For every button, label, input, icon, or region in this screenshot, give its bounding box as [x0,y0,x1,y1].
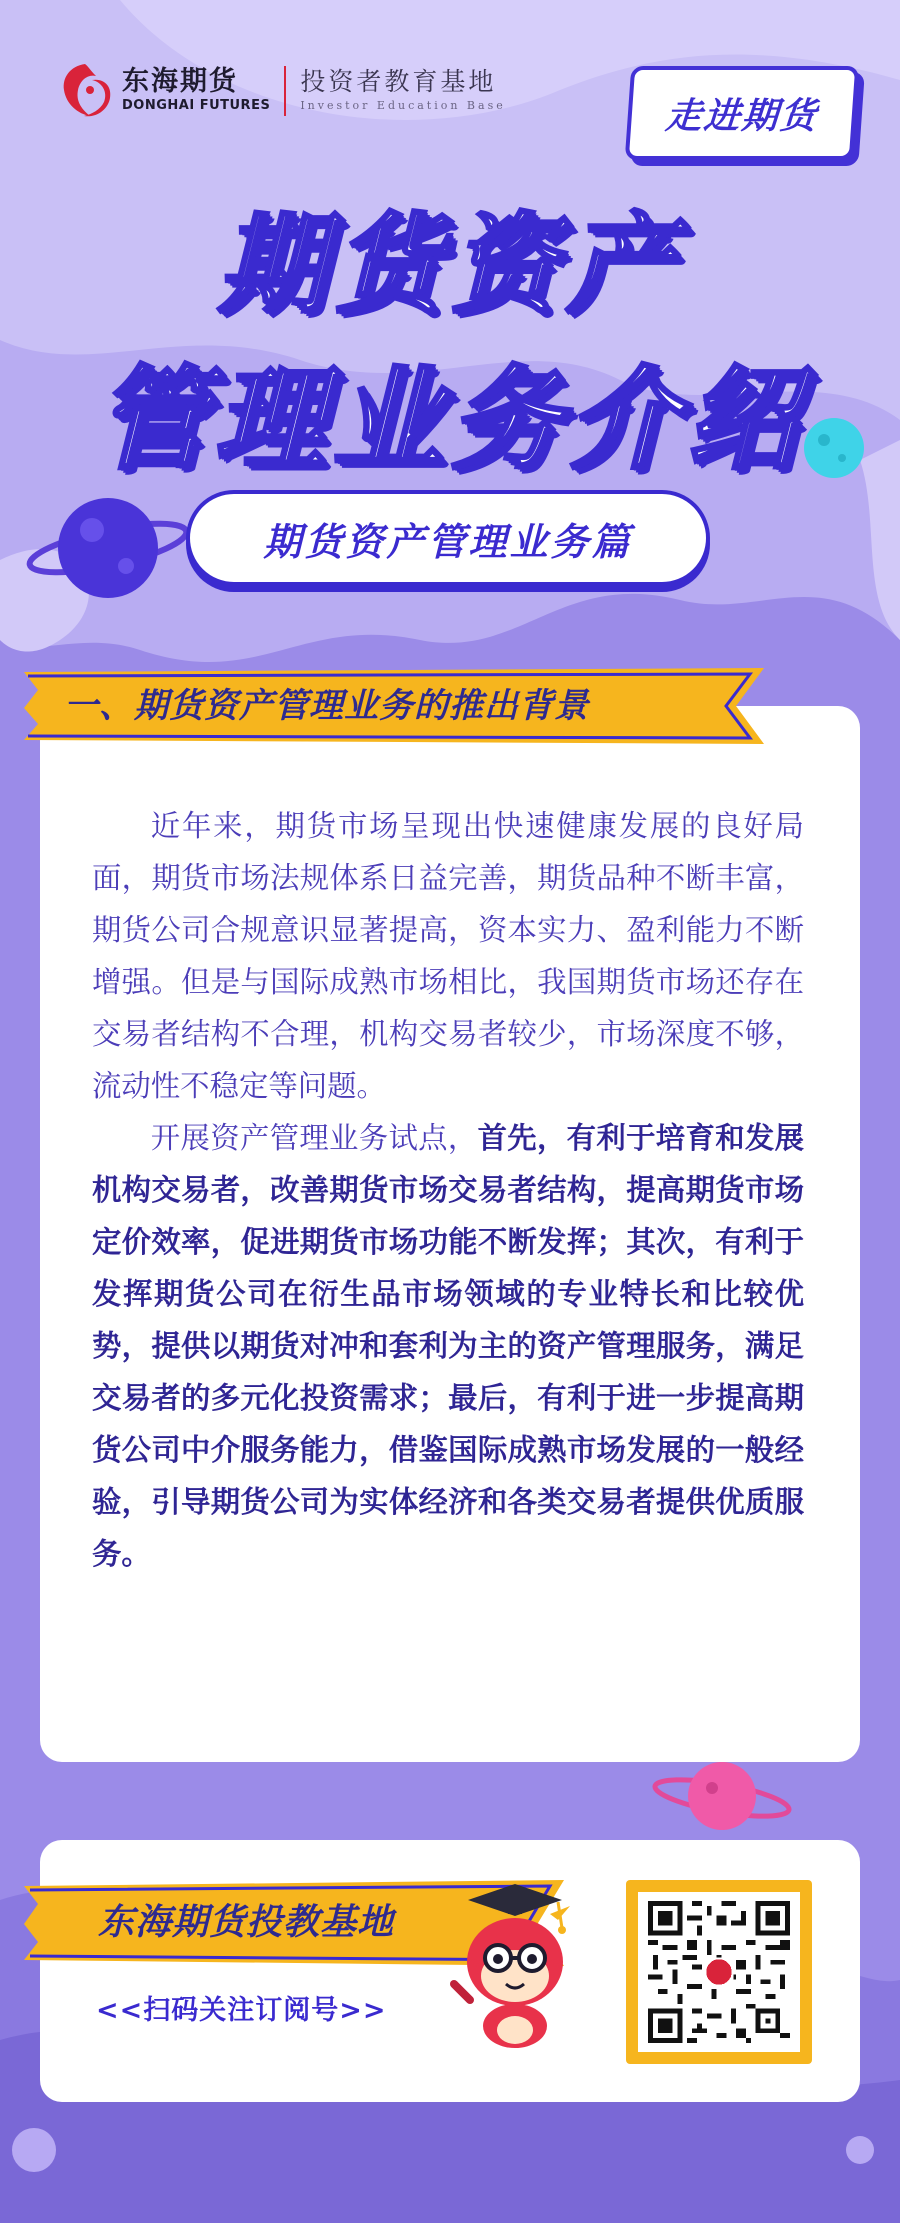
paragraph-benefits [92,1112,804,1580]
base-name-en: Investor Education Base [300,99,506,112]
subtitle-pill [186,490,710,586]
brand-logo [56,60,506,122]
paragraph-background: 近年来，期货市场呈现出快速健康发展的良好局面，期货市场法规体系日益完善，期货品种不断丰富，期货公司合规意识显著提高，资本实力、盈利能力不断增强。但是与国际成熟市场相比，我国期货市场还存在交易者结构不合理，机构交易者较少，市场深度不够，流动性不稳定等问题。 [92,809,804,1103]
section-heading-banner [24,668,764,744]
page-title-line2: 管理业务介绍 [96,355,804,485]
paragraph-benefits-lead: 开展资产管理业务试点， [150,1121,478,1155]
mascot-icon [450,1880,580,2050]
qr-code-icon [648,1901,790,2043]
dragon-logo-icon [56,60,114,122]
base-name-cn: 投资者教育基地 [300,67,497,96]
subscribe-prompt: <<扫码关注订阅号>> [96,1995,387,2026]
intro-badge-label: 走进期货 [664,95,820,137]
section-heading: 一、期货资产管理业务的推出背景 [64,686,589,726]
paragraph-benefits-bold: 首先，有利于培育和发展机构交易者，改善期货市场交易者结构，提高期货市场定价效率，促进期货市场功能不断发挥；其次，有利于发挥期货公司在衍生品市场领域的专业特长和比较优势，提供以期货对冲和套利为主的资产管理服务，满足交易者的多元化投资需求；最后，有利于进一步提高期货公司中介服务能力，借鉴国际成熟市场发展的一般经验，引导期货公司为实体经济和各类交易者提供优质服务。 [92,1121,805,1571]
footer-banner-text: 东海期货投教基地 [98,1902,395,1943]
brand-name-en: DONGHAI FUTURES [122,98,271,113]
subtitle-text: 期货资产管理业务篇 [263,519,633,564]
article-body [92,800,804,1580]
qr-code-frame [626,1880,812,2064]
logo-divider [284,66,286,116]
qr-code [638,1892,800,2052]
page-title-line1: 期货资产 [217,203,682,328]
brand-name-cn: 东海期货 [122,66,238,97]
intro-badge [625,66,860,160]
